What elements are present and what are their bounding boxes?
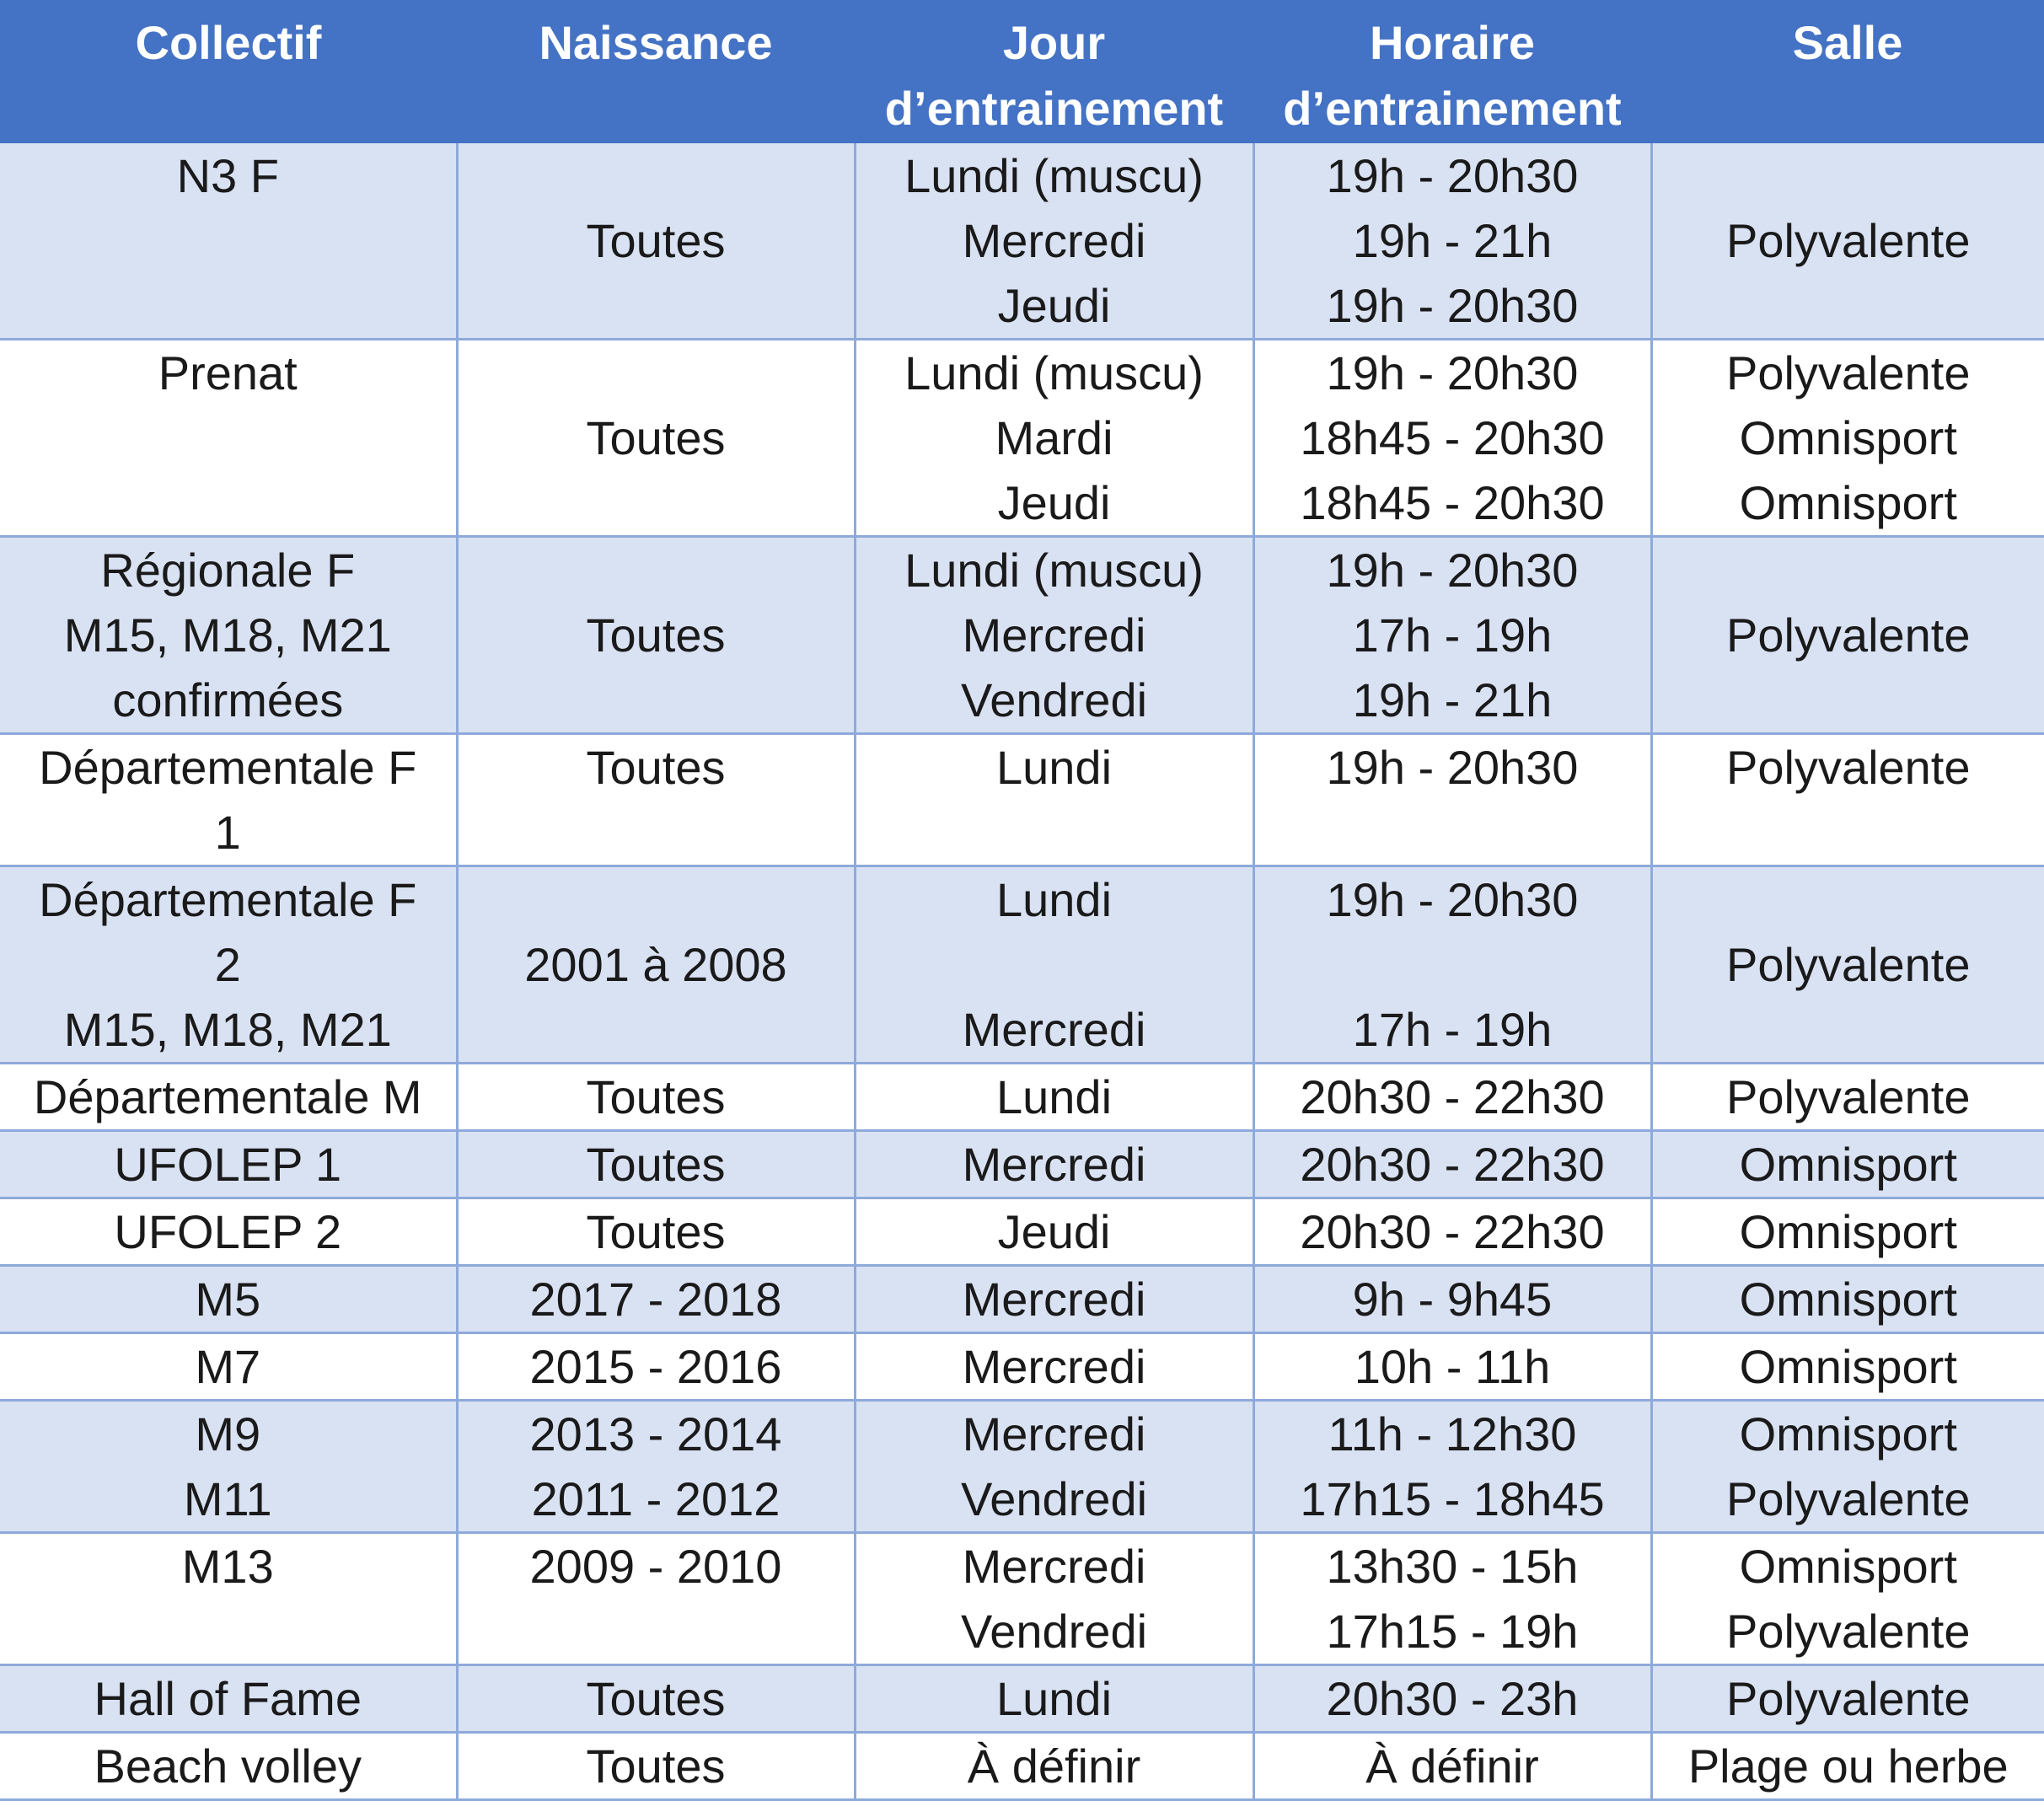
cell-horaire: 19h - 20h30 17h - 19h 19h - 21h: [1253, 537, 1651, 734]
cell-collectif: Départementale F 1: [0, 734, 457, 866]
cell-collectif: Départementale M: [0, 1064, 457, 1131]
cell-collectif: Régionale F M15, M18, M21 confirmées: [0, 537, 457, 734]
cell-horaire: 13h30 - 15h 17h15 - 19h: [1253, 1533, 1651, 1665]
cell-jour: Lundi Mercredi: [855, 866, 1253, 1064]
cell-jour: Mercredi Vendredi: [855, 1533, 1253, 1665]
cell-jour: Lundi (muscu) Mercredi Jeudi: [855, 143, 1253, 340]
cell-collectif: M9 M11: [0, 1401, 457, 1533]
cell-salle: Polyvalente: [1651, 734, 2044, 866]
cell-naissance: 2017 - 2018: [457, 1266, 855, 1333]
table-row: [0, 1333, 2044, 1401]
cell-horaire: 19h - 20h30 19h - 21h 19h - 20h30: [1253, 143, 1651, 340]
cell-horaire: 19h - 20h30 17h - 19h: [1253, 866, 1651, 1064]
cell-naissance: Toutes: [457, 340, 855, 537]
cell-jour: Mercredi: [855, 1266, 1253, 1333]
header-jour: Jour d’entrainement: [855, 0, 1253, 143]
cell-naissance: Toutes: [457, 1064, 855, 1131]
cell-salle: Omnisport: [1651, 1198, 2044, 1266]
table-row: [0, 537, 2044, 734]
header-row: [0, 0, 2044, 143]
cell-collectif: M5: [0, 1266, 457, 1333]
table-row: [0, 1131, 2044, 1198]
table-row: [0, 340, 2044, 537]
cell-collectif: UFOLEP 2: [0, 1198, 457, 1266]
cell-horaire: 10h - 11h: [1253, 1333, 1651, 1401]
table-header: [0, 0, 2044, 143]
cell-naissance: 2015 - 2016: [457, 1333, 855, 1401]
cell-naissance: Toutes: [457, 1733, 855, 1800]
cell-salle: Omnisport: [1651, 1266, 2044, 1333]
cell-naissance: Toutes: [457, 143, 855, 340]
cell-jour: Mercredi Vendredi: [855, 1401, 1253, 1533]
table-body: [0, 143, 2044, 1800]
cell-salle: Polyvalente: [1651, 537, 2044, 734]
cell-naissance: Toutes: [457, 537, 855, 734]
cell-jour: Lundi: [855, 734, 1253, 866]
cell-jour: Lundi (muscu) Mercredi Vendredi: [855, 537, 1253, 734]
cell-collectif: UFOLEP 1: [0, 1131, 457, 1198]
cell-salle: Polyvalente: [1651, 143, 2044, 340]
cell-collectif: Prenat: [0, 340, 457, 537]
table-row: [0, 1401, 2044, 1533]
cell-naissance: Toutes: [457, 1665, 855, 1733]
cell-salle: Polyvalente: [1651, 866, 2044, 1064]
cell-jour: Lundi: [855, 1064, 1253, 1131]
cell-horaire: 20h30 - 22h30: [1253, 1198, 1651, 1266]
cell-horaire: 19h - 20h30 18h45 - 20h30 18h45 - 20h30: [1253, 340, 1651, 537]
cell-jour: Mercredi: [855, 1131, 1253, 1198]
cell-naissance: 2013 - 2014 2011 - 2012: [457, 1401, 855, 1533]
cell-salle: Plage ou herbe: [1651, 1733, 2044, 1800]
cell-salle: Polyvalente: [1651, 1064, 2044, 1131]
cell-salle: Omnisport Polyvalente: [1651, 1533, 2044, 1665]
table-row: [0, 1733, 2044, 1800]
cell-collectif: Beach volley: [0, 1733, 457, 1800]
table-row: [0, 1198, 2044, 1266]
cell-collectif: N3 F: [0, 143, 457, 340]
cell-naissance: 2009 - 2010: [457, 1533, 855, 1665]
table-row: [0, 1064, 2044, 1131]
cell-collectif: Hall of Fame: [0, 1665, 457, 1733]
cell-naissance: Toutes: [457, 734, 855, 866]
table-row: [0, 866, 2044, 1064]
table-row: [0, 1665, 2044, 1733]
cell-naissance: Toutes: [457, 1131, 855, 1198]
cell-jour: Lundi: [855, 1665, 1253, 1733]
cell-horaire: 20h30 - 23h: [1253, 1665, 1651, 1733]
header-naissance: Naissance: [457, 0, 855, 143]
cell-collectif: M7: [0, 1333, 457, 1401]
cell-jour: Jeudi: [855, 1198, 1253, 1266]
cell-salle: Omnisport: [1651, 1131, 2044, 1198]
header-salle: Salle: [1651, 0, 2044, 143]
cell-collectif: M13: [0, 1533, 457, 1665]
cell-horaire: 9h - 9h45: [1253, 1266, 1651, 1333]
header-collectif: Collectif: [0, 0, 457, 143]
cell-jour: Lundi (muscu) Mardi Jeudi: [855, 340, 1253, 537]
cell-salle: Polyvalente Omnisport Omnisport: [1651, 340, 2044, 537]
cell-salle: Omnisport Polyvalente: [1651, 1401, 2044, 1533]
cell-salle: Polyvalente: [1651, 1665, 2044, 1733]
table-row: [0, 1533, 2044, 1665]
cell-salle: Omnisport: [1651, 1333, 2044, 1401]
cell-horaire: 11h - 12h30 17h15 - 18h45: [1253, 1401, 1651, 1533]
cell-naissance: Toutes: [457, 1198, 855, 1266]
table-row: [0, 734, 2044, 866]
cell-collectif: Départementale F 2 M15, M18, M21: [0, 866, 457, 1064]
table-row: [0, 1266, 2044, 1333]
table-row: [0, 143, 2044, 340]
header-horaire: Horaire d’entrainement: [1253, 0, 1651, 143]
cell-horaire: 20h30 - 22h30: [1253, 1064, 1651, 1131]
cell-jour: Mercredi: [855, 1333, 1253, 1401]
cell-horaire: 19h - 20h30: [1253, 734, 1651, 866]
cell-naissance: 2001 à 2008: [457, 866, 855, 1064]
cell-horaire: À définir: [1253, 1733, 1651, 1800]
cell-horaire: 20h30 - 22h30: [1253, 1131, 1651, 1198]
cell-jour: À définir: [855, 1733, 1253, 1800]
